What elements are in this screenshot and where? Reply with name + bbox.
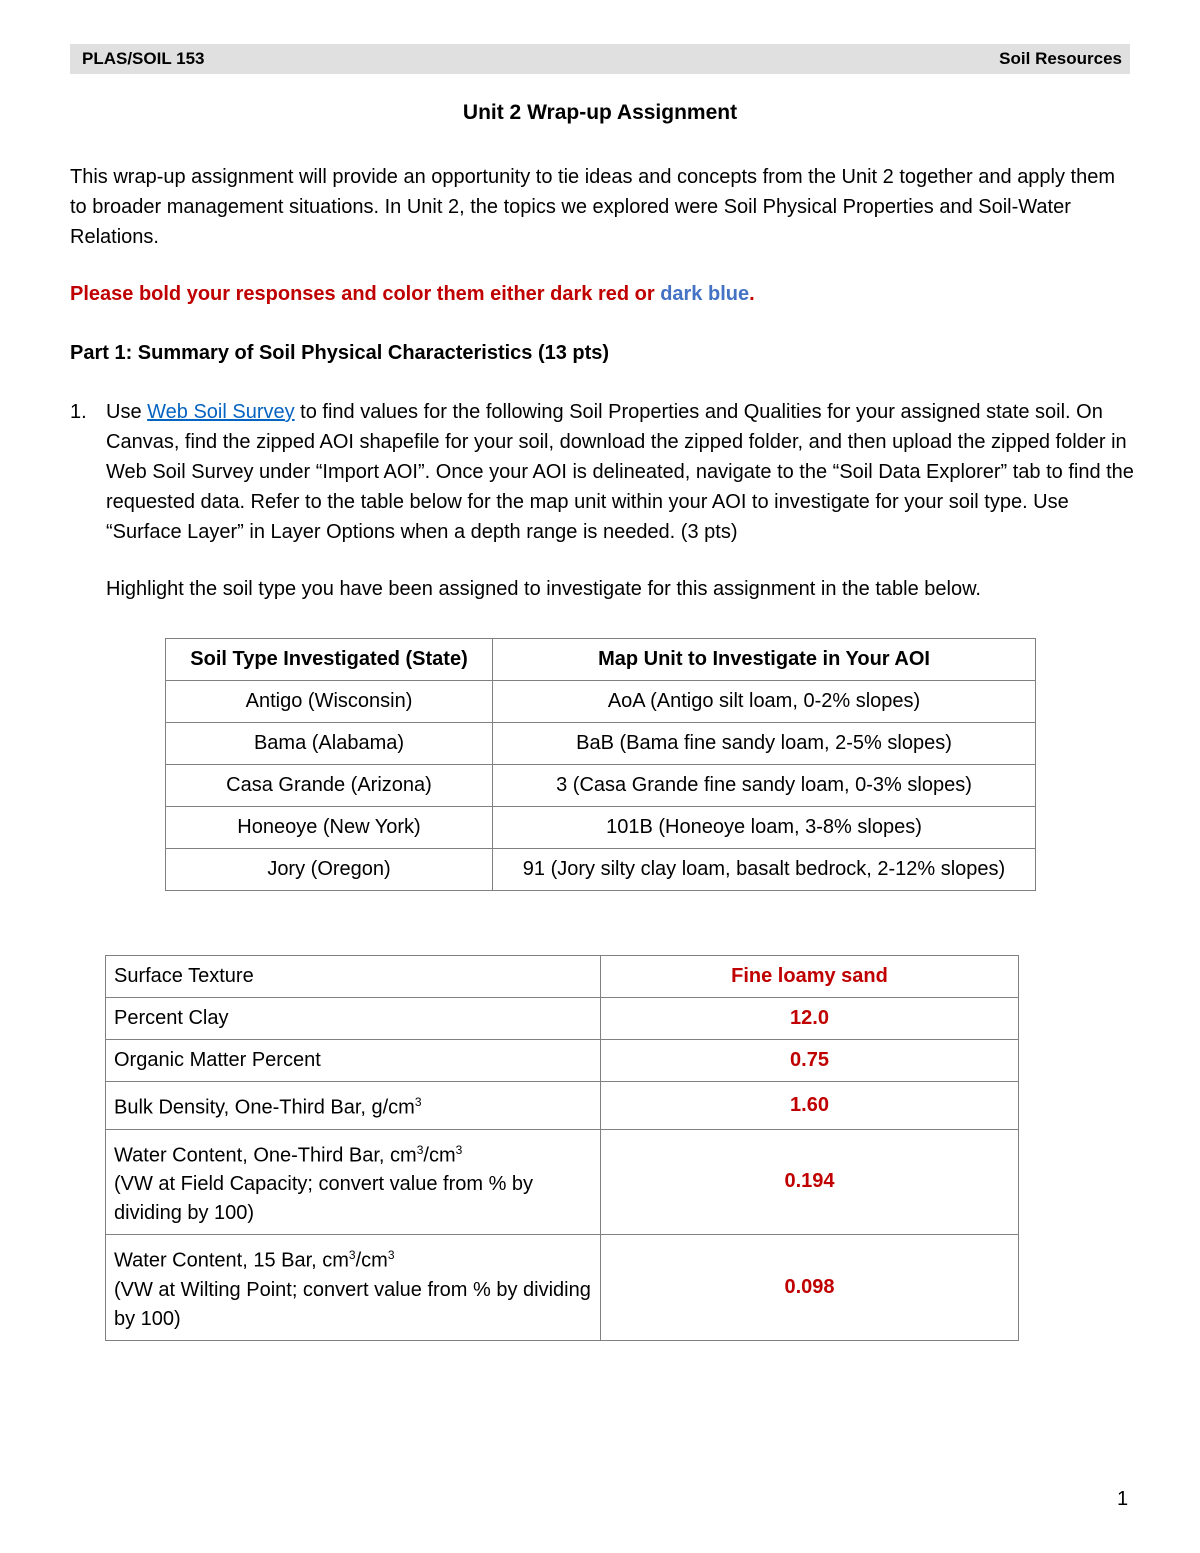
table-header-row (166, 639, 1036, 681)
property-value[interactable]: 1.60 (601, 1082, 1019, 1130)
column-header: Soil Type Investigated (State) (166, 639, 493, 681)
property-value[interactable]: 12.0 (601, 998, 1019, 1040)
page-title: Unit 2 Wrap-up Assignment (462, 101, 738, 124)
soil-type-cell: Jory (Oregon) (166, 849, 493, 891)
table-row (166, 849, 1036, 891)
map-unit-cell: 91 (Jory silty clay loam, basalt bedrock, 2-12% slopes) (493, 849, 1036, 891)
table-row (106, 998, 1019, 1040)
course-code: PLAS/SOIL 153 (82, 49, 205, 68)
soil-type-cell: Honeoye (New York) (166, 807, 493, 849)
table-row (106, 956, 1019, 998)
soil-type-cell: Antigo (Wisconsin) (166, 681, 493, 723)
property-value[interactable]: Fine loamy sand (601, 956, 1019, 998)
question-number: 1. (70, 401, 87, 423)
question-text-rest: to find values for the following Soil Properties and Qualities for your assigned state soil. On Canvas, find the zipped AOI shapefile for your soil, download the zipped folder, and then upload the zipped folder in Web Soil Survey under “Import AOI”. Once your AOI is delineated, navigate to the “Soil Data Explorer” tab to find the requested data. Refer to the table below for the map unit within your AOI to investigate for your soil type. Use “Surface Layer” in Layer Options when a depth range is needed. (3 pts) (106, 401, 1134, 543)
page-number: 1 (1117, 1488, 1129, 1510)
superscript: 3 (455, 1142, 463, 1157)
property-label (106, 1129, 601, 1235)
map-unit-cell: 3 (Casa Grande fine sandy loam, 0-3% slopes) (493, 765, 1036, 807)
intro-paragraph: This wrap-up assignment will provide an opportunity to tie ideas and concepts from the Unit 2 together and apply them to broader management situations. In Unit 2, the topics we explored were Soil Physical Properties and Soil-Water Relations. (70, 166, 1116, 248)
table-row (106, 1129, 1019, 1235)
superscript: 3 (414, 1095, 422, 1109)
response-instruction (70, 279, 1135, 309)
table-row (166, 723, 1036, 765)
property-label (106, 1235, 601, 1341)
table-row (166, 765, 1036, 807)
page-header (70, 44, 1130, 74)
property-label: Organic Matter Percent (106, 1040, 601, 1082)
property-label: Percent Clay (106, 998, 601, 1040)
question-text-start: Use (106, 401, 148, 423)
course-name: Soil Resources (999, 49, 1122, 68)
question-1 (70, 397, 1135, 547)
column-header: Map Unit to Investigate in Your AOI (493, 639, 1036, 681)
label-text: Water Content, 15 Bar, cm (114, 1249, 349, 1272)
property-value[interactable]: 0.194 (601, 1129, 1019, 1235)
map-unit-cell: AoA (Antigo silt loam, 0-2% slopes) (493, 681, 1036, 723)
table-row (106, 1040, 1019, 1082)
instruction-text: Please bold your responses and color them either dark red or (70, 283, 661, 305)
table-row (106, 1235, 1019, 1341)
label-text: Bulk Density, One-Third Bar, g/cm (114, 1096, 415, 1119)
superscript: 3 (416, 1142, 424, 1157)
soil-type-cell: Bama (Alabama) (166, 723, 493, 765)
table-row (106, 1082, 1019, 1130)
label-text: Water Content, One-Third Bar, cm (114, 1144, 417, 1167)
soil-properties-table (105, 955, 1019, 1341)
label-text: /cm (423, 1144, 456, 1167)
table-row (166, 807, 1036, 849)
superscript: 3 (348, 1248, 356, 1263)
map-unit-cell: BaB (Bama fine sandy loam, 2-5% slopes) (493, 723, 1036, 765)
part1-heading: Part 1: Summary of Soil Physical Characteristics (13 pts) (70, 342, 610, 364)
soil-type-table (165, 638, 1036, 891)
label-text: /cm (355, 1249, 388, 1272)
property-label: Surface Texture (106, 956, 601, 998)
soil-type-cell: Casa Grande (Arizona) (166, 765, 493, 807)
instruction-end: . (749, 283, 755, 305)
property-value[interactable]: 0.75 (601, 1040, 1019, 1082)
superscript: 3 (387, 1248, 395, 1263)
map-unit-cell: 101B (Honeoye loam, 3-8% slopes) (493, 807, 1036, 849)
label-note: (VW at Wilting Point; convert value from % by dividing by 100) (114, 1278, 591, 1330)
property-value[interactable]: 0.098 (601, 1235, 1019, 1341)
property-label (106, 1082, 601, 1130)
question-body (106, 397, 1135, 547)
instruction-blue-text: dark blue (660, 283, 750, 305)
table-row (166, 681, 1036, 723)
label-note: (VW at Field Capacity; convert value from % by dividing by 100) (114, 1173, 534, 1225)
web-soil-survey-link[interactable]: Web Soil Survey (147, 401, 295, 423)
highlight-instruction: Highlight the soil type you have been assigned to investigate for this assignment in the table below. (106, 578, 981, 600)
